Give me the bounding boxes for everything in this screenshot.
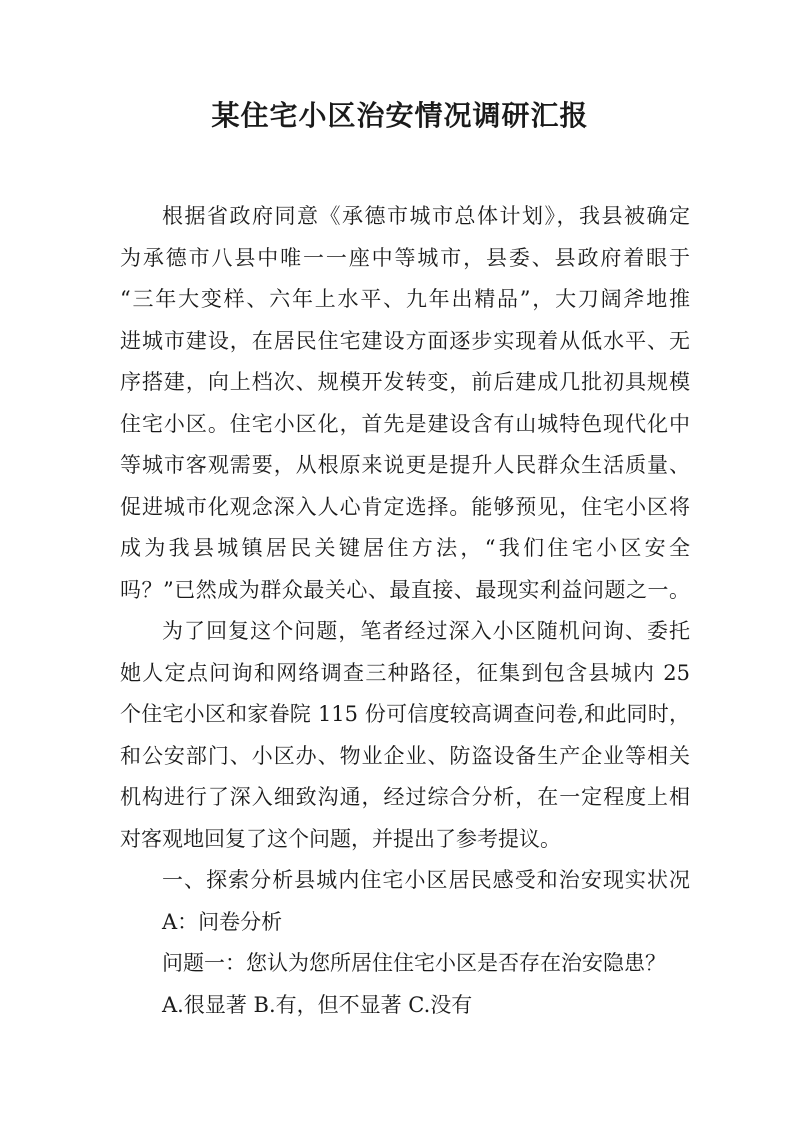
question-text: 问题一：您认为您所居住住宅小区是否存在治安隐患？: [162, 951, 666, 975]
paragraph-1-line-1: 根据省政府同意《承德市城市总体计划》，我县被确定: [162, 204, 690, 228]
subheading: A：问卷分析: [162, 909, 283, 934]
paragraph-2-line-4: 和公安部门、小区办、物业企业、防盗设备生产企业等相关: [120, 743, 690, 768]
question-options: A.很显著 B.有，但不显著 C.没有: [162, 992, 473, 1017]
section-heading: 一、探索分析县城内住宅小区居民感受和治安现实状况: [162, 868, 690, 892]
paragraph-1-line-10: 吗？”已然成为群众最关心、最直接、最现实利益问题之一。: [120, 577, 690, 602]
paragraph-2-line-6: 对客观地回复了这个问题，并提出了参考提议。: [120, 826, 561, 851]
paragraph-1-line-3: “三年大变样、六年上水平、九年出精品”，大刀阔斧地推: [120, 287, 690, 311]
paragraph-2-line-1: 为了回复这个问题，笔者经过深入小区随机问询、委托: [162, 619, 690, 643]
paragraph-1-line-9: 成为我县城镇居民关键居住方法，“我们住宅小区安全: [120, 536, 690, 560]
paragraph-2-line-2: 她人定点问询和网络调查三种路径，征集到包含县城内 25: [120, 660, 690, 685]
paragraph-1-line-7: 等城市客观需要，从根原来说更是提升人民群众生活质量、: [120, 453, 690, 477]
paragraph-1-line-6: 住宅小区。住宅小区化，首先是建设含有山城特色现代化中: [120, 411, 690, 436]
paragraph-1-line-5: 序搭建，向上档次、规模开发转变，前后建成几批初具规模: [120, 370, 690, 394]
paragraph-1-line-4: 进城市建设，在居民住宅建设方面逐步实现着从低水平、无: [120, 328, 690, 353]
document-body: [120, 196, 690, 1026]
paragraph-2-line-3: 个住宅小区和家眷院 115 份可信度较高调查问卷,和此同时，: [120, 702, 690, 726]
paragraph-2-line-5: 机构进行了深入细致沟通，经过综合分析，在一定程度上相: [120, 785, 690, 809]
paragraph-1-line-8: 促进城市化观念深入人心肯定选择。能够预见，住宅小区将: [120, 494, 690, 519]
document-title: 某住宅小区治安情况调研汇报: [211, 99, 589, 132]
paragraph-1-line-2: 为承德市八县中唯一一座中等城市，县委、县政府着眼于: [120, 245, 690, 270]
